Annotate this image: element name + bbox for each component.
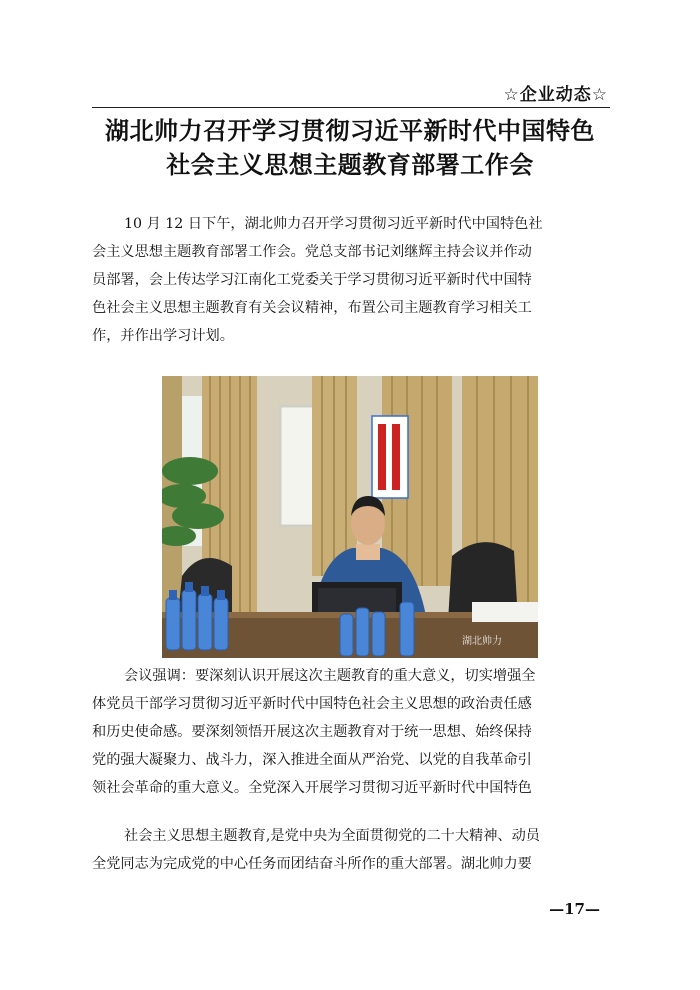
title-line: 社会主义思想主题教育部署工作会 (166, 151, 534, 179)
paragraph-line: 领社会革命的重大意义。全党深入开展学习贯彻习近平新时代中国特色 (92, 780, 532, 796)
header-rule (92, 107, 610, 108)
paragraph-line: 社会主义思想主题教育,是党中央为全面贯彻党的二十大精神、动员 (124, 828, 540, 844)
article-title (80, 114, 620, 182)
photo-watermark: 湖北帅力 (462, 636, 502, 647)
paragraph-line: 和历史使命感。要深刻领悟开展这次主题教育对于统一思想、始终保持 (92, 724, 532, 740)
paragraph-continued (92, 822, 614, 878)
paragraph-line: 党的强大凝聚力、战斗力，深入推进全面从严治党、以党的自我革命引 (92, 752, 532, 768)
page-number: —17— (549, 900, 600, 918)
title-line: 湖北帅力召开学习贯彻习近平新时代中国特色 (105, 117, 595, 145)
paragraph-line: 色社会主义思想主题教育有关会议精神，布置公司主题教育学习相关工 (92, 300, 532, 316)
paragraph-line: 体党员干部学习贯彻习近平新时代中国特色社会主义思想的政治责任感 (92, 696, 532, 712)
paragraph-line: 10 月 12 日下午，湖北帅力召开学习贯彻习近平新时代中国特色社 (124, 216, 543, 232)
paragraph-emphasis (92, 662, 614, 802)
paragraph-line: 员部署，会上传达学习江南化工党委关于学习贯彻习近平新时代中国特 (92, 272, 532, 288)
paragraph-line: 会议强调：要深刻认识开展这次主题教育的重大意义，切实增强全 (124, 668, 536, 684)
paragraph-line: 全党同志为完成党的中心任务而团结奋斗所作的重大部署。湖北帅力要 (92, 856, 532, 872)
paragraph-intro (92, 210, 614, 350)
paragraph-line: 作，并作出学习计划。 (92, 328, 234, 344)
section-tag: ☆企业动态☆ (503, 85, 608, 105)
meeting-photo (162, 376, 538, 658)
paragraph-line: 会主义思想主题教育部署工作会。党总支部书记刘继辉主持会议并作动 (92, 244, 532, 260)
